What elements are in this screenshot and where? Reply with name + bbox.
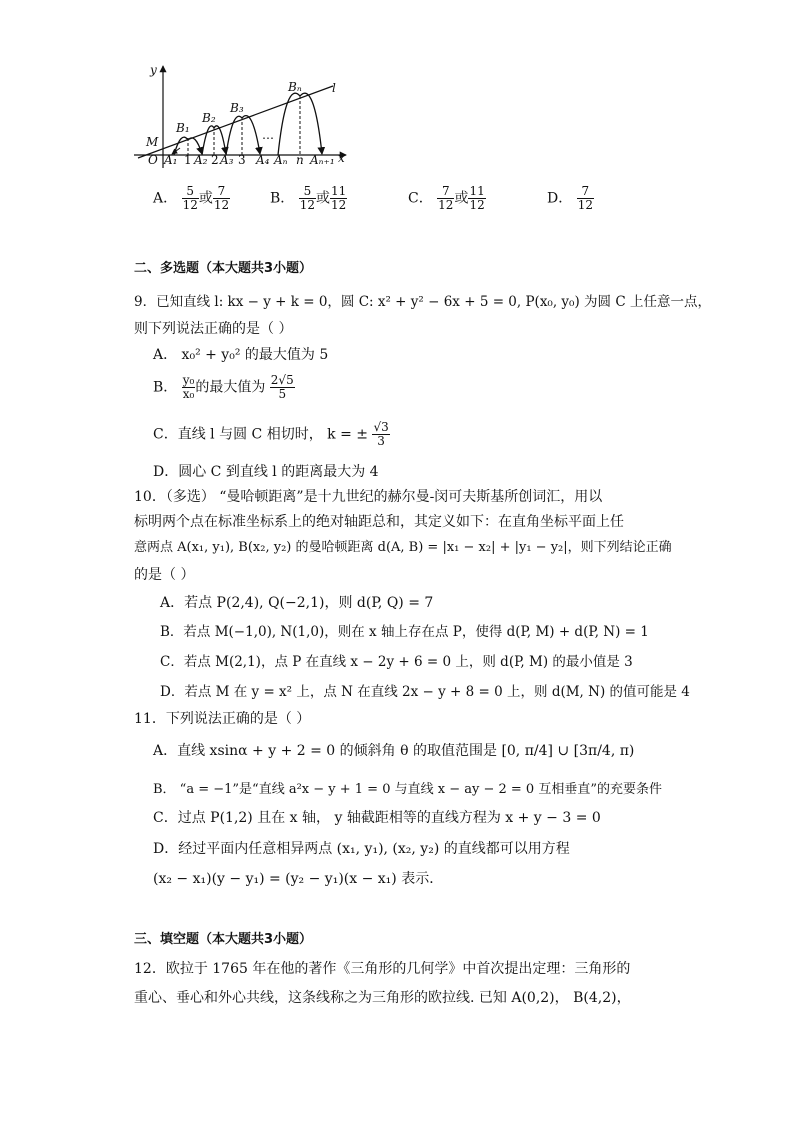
q10-option-c: C．若点 M(2,1)，点 P 在直线 x − 2y + 6 = 0 上，则 d(P, M) 的最小值是 3 xyxy=(160,654,633,670)
fraction: $\frac{5}{12}$ xyxy=(182,184,198,212)
label-B2: B₂ xyxy=(202,111,216,125)
label-l: l xyxy=(332,81,336,95)
q8-option-a: A． $\frac{5}{12}$ 或 $\frac{7}{12}$ xyxy=(153,184,230,212)
label-dots: ⋯ xyxy=(262,131,274,145)
label-B1: B₁ xyxy=(176,121,190,135)
label-A1: A₁ xyxy=(164,153,178,167)
q9-stem-line-2: 则下列说法正确的是（ ） xyxy=(134,321,293,337)
fraction: $\frac{7}{12}$ xyxy=(577,184,593,212)
label-A2: A₂ xyxy=(194,153,208,167)
fraction: $\frac{5}{12}$ xyxy=(299,184,316,212)
q11-option-c: C．过点 P(1,2) 且在 x 轴， y 轴截距相等的直线方程为 x + y − 3 = 0 xyxy=(153,810,601,826)
q9-option-c: C．直线 l 与圆 C 相切时， k = ± $\frac{√3}{3}$ xyxy=(153,420,389,448)
label-t2: 2 xyxy=(211,153,219,167)
fraction: $\frac{\text{y₀}}{\text{x₀}}$ xyxy=(182,373,195,401)
sequence-figure xyxy=(128,58,358,173)
q10-line-4: 的是（ ） xyxy=(134,567,195,583)
arc-3 xyxy=(226,116,260,155)
label-t3: 3 xyxy=(238,153,246,167)
label-B3: B₃ xyxy=(230,101,244,115)
q8-option-d: D． $\frac{7}{12}$ xyxy=(547,184,593,212)
label-M: M xyxy=(146,135,159,149)
q10-line-1: 10．（多选） “曼哈顿距离”是十九世纪的赫尔曼-闵可夫斯基所创词汇，用以 xyxy=(134,489,603,505)
label-Bn: Bₙ xyxy=(288,80,302,94)
angle-range: [0, π/4] ∪ [3π/4, π) xyxy=(501,743,635,759)
label-A4: A₄ xyxy=(256,153,270,167)
section-3-title: 三、填空题（本大题共3小题） xyxy=(134,932,313,947)
q12-line-2: 重心、垂心和外心共线，这条线称之为三角形的欧拉线. 已知 A(0,2)， B(4,2)， xyxy=(134,990,631,1006)
q8-option-b: B． $\frac{5}{12}$ 或 $\frac{11}{12}$ xyxy=(270,184,347,212)
label-y: y xyxy=(150,63,157,77)
label-t1: 1 xyxy=(184,153,192,167)
q8-option-c: C． $\frac{7}{12}$ 或 $\frac{11}{12}$ xyxy=(408,184,485,212)
q11-stem: 11．下列说法正确的是（ ） xyxy=(134,711,311,727)
fraction: $\frac{11}{12}$ xyxy=(469,184,485,212)
q10-line-3: 意两点 A(x₁, y₁), B(x₂, y₂) 的曼哈顿距离 d(A, B) = |x₁ − x₂| + |y₁ − y₂|，则下列结论正确 xyxy=(134,540,672,555)
q10-line-2: 标明两个点在标准坐标系上的绝对轴距总和，其定义如下：在直角坐标平面上任 xyxy=(134,514,624,530)
label-tn: n xyxy=(296,153,304,167)
q11-option-b: B． “a = −1”是“直线 a²x − y + 1 = 0 与直线 x − ay − 2 = 0 互相垂直”的充要条件 xyxy=(153,782,662,797)
line-l xyxy=(138,86,333,158)
q11-option-d-line-1: D．经过平面内任意相异两点 (x₁, y₁), (x₂, y₂) 的直线都可以用方程 xyxy=(153,841,570,857)
fraction: $\frac{√3}{3}$ xyxy=(373,420,389,448)
q9-option-b: B． $\frac{\text{y₀}}{\text{x₀}}$ 的最大值为 $\frac{2√5}{5}$ xyxy=(153,373,294,401)
q9-option-d: D．圆心 C 到直线 l 的距离最大为 4 xyxy=(153,464,379,480)
label-O: O xyxy=(148,153,158,167)
fraction: $\frac{7}{12}$ xyxy=(438,184,454,212)
fraction: $\frac{7}{12}$ xyxy=(213,184,230,212)
q12-line-1: 12．欧拉于 1765 年在他的著作《三角形的几何学》中首次提出定理：三角形的 xyxy=(134,961,631,977)
q11-option-d-line-2: (x₂ − x₁)(y − y₁) = (y₂ − y₁)(x − x₁) 表示． xyxy=(153,871,444,887)
q10-option-a: A．若点 P(2,4), Q(−2,1)，则 d(P, Q) = 7 xyxy=(160,595,434,611)
label-x: x xyxy=(338,151,345,165)
label-An1: Aₙ₊₁ xyxy=(310,153,335,167)
q9-stem-line-1: 9．已知直线 l: kx − y + k = 0，圆 C: x² + y² − 6x + 5 = 0, P(x₀, y₀) 为圆 C 上任意一点， xyxy=(134,294,711,310)
q9-option-a: A． x₀² + y₀² 的最大值为 5 xyxy=(153,347,329,363)
label-A3: A₃ xyxy=(220,153,234,167)
label-An: Aₙ xyxy=(274,153,288,167)
q10-option-b: B．若点 M(−1,0), N(1,0)，则在 x 轴上存在点 P，使得 d(P, M) + d(P, N) = 1 xyxy=(160,624,649,640)
fraction: $\frac{11}{12}$ xyxy=(331,184,347,212)
q10-option-d: D．若点 M 在 y = x² 上，点 N 在直线 2x − y + 8 = 0 上，则 d(M, N) 的值可能是 4 xyxy=(160,684,690,700)
fraction: $\frac{2√5}{5}$ xyxy=(270,373,294,401)
section-2-title: 二、多选题（本大题共3小题） xyxy=(134,261,313,276)
q11-option-a: A．直线 xsinα + y + 2 = 0 的倾斜角 θ 的取值范围是 [0, π/4] ∪ [3π/4, π) xyxy=(153,743,635,759)
